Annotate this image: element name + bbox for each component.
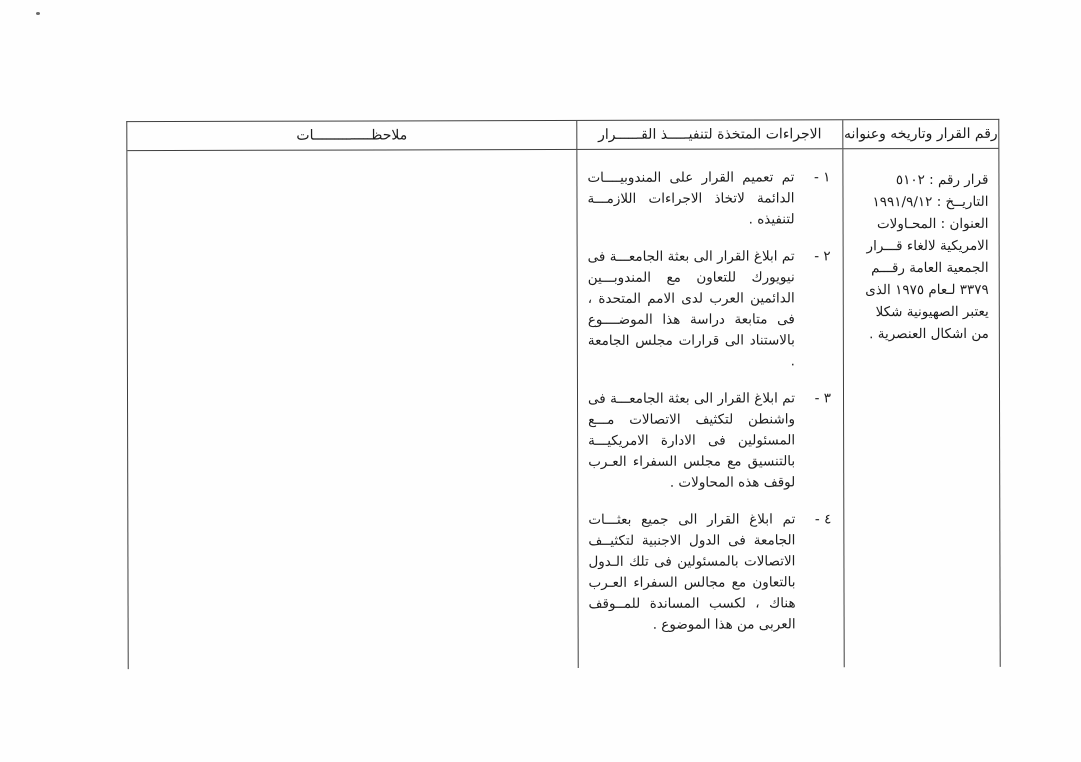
action-number: ٣ - bbox=[814, 390, 832, 407]
action-text: تم ابلاغ القرار الى جميع بعثـــات الجامعة فى الدول الاجنبية لتكثيــف الاتصالات بالمسئولين فى تلك الـدول بالتعاون مع مجالس السفراء العـرب هناك ، لكسب المساندة للمــوقف العربى من هذا الموضوع . bbox=[588, 511, 796, 633]
action-text: تم ابلاغ القرار الى بعثة الجامعـــة فى واشنطن لتكثيف الاتصالات مـــع المسئولين فى الادارة الامريكيـــة بالتنسيق مع مجلس السفراء العـرب لوقف هذه المحاولات . bbox=[587, 390, 796, 491]
header-actions-column bbox=[576, 120, 843, 149]
header-decision-label: رقم القرار وتاريخه وعنوانه bbox=[843, 125, 998, 143]
decision-table bbox=[126, 119, 1000, 669]
action-item-4 bbox=[588, 509, 831, 636]
action-text: تم تعميم القرار على المندوبيــــات الدائمة لاتخاذ الاجراءات اللازمـــة لتنفيذه . bbox=[587, 169, 795, 228]
action-text: تم ابلاغ القرار الى بعثة الجامعـــة فى نيويورك للتعاون مع المندوبـــين الدائمين العرب لدى الامم المتحدة ، فى متابعة دراسة هذا الموضــــوع بالاستناد الى قرارات مجلس الجامعة . bbox=[587, 248, 795, 370]
table-body-row bbox=[127, 149, 999, 669]
notes-cell bbox=[127, 150, 577, 669]
table-header-row bbox=[127, 120, 998, 151]
header-notes-label: ملاحظــــــــــــــات bbox=[296, 127, 408, 144]
scan-speck bbox=[36, 12, 40, 15]
actions-cell bbox=[576, 149, 844, 668]
header-notes-column bbox=[127, 121, 576, 150]
action-number: ٢ - bbox=[814, 248, 831, 265]
action-number: ٤ - bbox=[814, 511, 832, 528]
action-item-2 bbox=[588, 246, 831, 373]
action-item-3 bbox=[588, 388, 831, 494]
action-item-1 bbox=[587, 167, 830, 231]
header-actions-label: الاجراءات المتخذة لتنفيـــــذ القــــــرار bbox=[598, 126, 822, 143]
action-number: ١ - bbox=[813, 169, 831, 186]
header-decision-column bbox=[843, 120, 998, 148]
decision-info-cell: قرار رقم : ٥١٠٢ التاريــخ : ١٩٩١/٩/١٢ العنوان : المحـاولات الامريكية لالغاء قـــرار الجمعية العامة رقـــم ٣٣٧٩ لـعام ١٩٧٥ الذى يعتبر الصهيونية شكلا من اشكال العنصرية . bbox=[865, 171, 989, 343]
